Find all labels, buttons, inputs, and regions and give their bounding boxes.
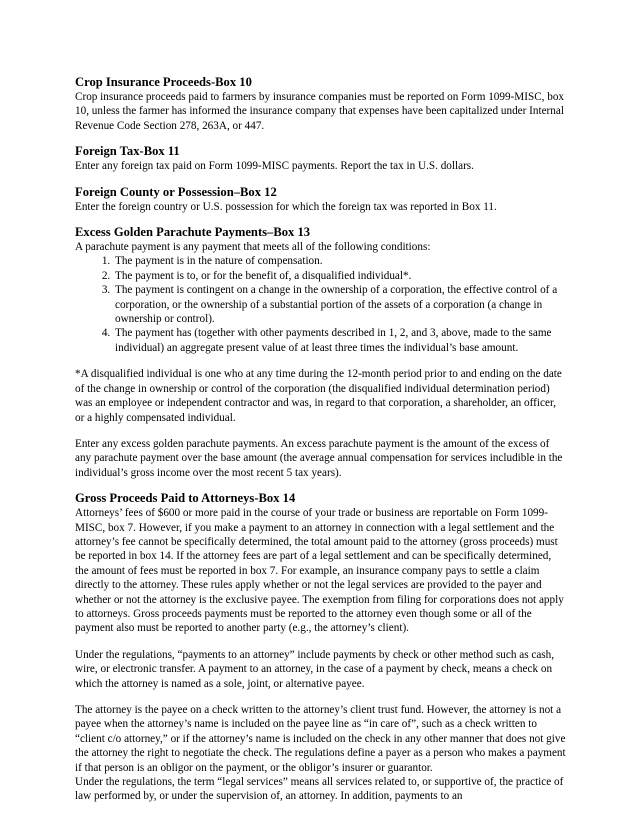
condition-item: 3. The payment is contingent on a change in the ownership of a corporation, the effective control of a corporation, or the ownership of a substantial portion of the assets of a corporation (a change in ownership or control). <box>113 283 567 326</box>
section-text: Enter any foreign tax paid on Form 1099-MISC payments. Report the tax in U.S. dollars. <box>75 160 474 173</box>
section-text: Crop insurance proceeds paid to farmers by insurance companies must be reported on Form 1099-MISC, box 10, unless the farmer has informed the insurance company that expenses have been capitalized under Internal Revenue Code Section 278, 263A, or 447. <box>75 91 565 132</box>
condition-item: 1. The payment is in the nature of compensation. <box>113 254 567 268</box>
condition-item: 2. The payment is to, or for the benefit of, a disqualified individual*. <box>113 269 567 283</box>
paragraph: Under the regulations, “payments to an attorney” include payments by check or other method such as cash, wire, or electronic transfer. A payment to an attorney, in the case of a payment by check, means a check on which the attorney is named as a sole, joint, or alternative payee. <box>75 648 555 690</box>
section-heading: Gross Proceeds Paid to Attorneys-Box 14 <box>75 491 296 506</box>
section-heading: Crop Insurance Proceeds-Box 10 <box>75 75 252 89</box>
section-heading: Foreign County or Possession–Box 12 <box>75 184 277 199</box>
section-intro: A parachute payment is any payment that meets all of the following conditions: <box>75 241 431 254</box>
conditions-list <box>75 254 567 355</box>
section-foreign-country <box>75 185 567 214</box>
section-heading: Excess Golden Parachute Payments–Box 13 <box>75 225 311 240</box>
section-heading: Foreign Tax-Box 11 <box>75 144 180 159</box>
excess-paragraph: Enter any excess golden parachute payments. An excess parachute payment is the amount of the excess of any parachute payment over the base amount (the average annual compensation for services includible in the individual’s gross income over the most recent 5 tax years). <box>75 437 563 479</box>
condition-item: 4. The payment has (together with other payments described in 1, 2, and 3, above, made to the same individual) an aggregate present value of at least three times the individual’s base amount. <box>113 326 567 355</box>
paragraph: The attorney is the payee on a check written to the attorney’s client trust fund. However, the attorney is not a payee when the attorney’s name is included on the payee line as “in care of”, such as a check written to “client c/o attorney,” or if the attorney’s name is included on the check in any other manner that does not give the attorney the right to negotiate the check. The regulations define a payer as a person who makes a payment if that person is an obligor on the payment, or the obligor’s insurer or guarantor. <box>75 704 566 774</box>
section-crop-insurance <box>75 75 567 133</box>
paragraph: Under the regulations, the term “legal services” means all services related to, or supportive of, the practice of law performed by, or under the supervision of, an attorney. In addition, payments to an <box>75 776 564 803</box>
section-attorneys <box>75 491 567 804</box>
paragraph: Attorneys’ fees of $600 or more paid in the course of your trade or business are reportable on Form 1099-MISC, box 7. However, if you make a payment to an attorney in connection with a legal settlement and the attorney’s fee cannot be specifically determined, the total amount paid to the attorney (gross proceeds) must be reported in box 14. If the attorney fees are part of a legal settlement and can be specifically determined, the amount of fees must be reported in box 7. For example, an insurance company pays to settle a claim directly to the attorney. These rules apply whether or not the legal services are provided to the payer and whether or not the attorney is the exclusive payee. The exemption from filing for corporations does not apply to attorneys. Gross proceeds payments must be reported to the attorney even though some or all of the payment also must be reported to another party (e.g., the attorney’s client). <box>75 507 564 635</box>
section-foreign-tax <box>75 144 567 173</box>
document-page <box>75 75 567 815</box>
section-golden-parachute <box>75 225 567 480</box>
footnote: *A disqualified individual is one who at any time during the 12-month period prior to and ending on the date of the change in ownership or control of the corporation (the disqualified individual determination period) was an employee or independent contractor and was, in regard to that corporation, a shareholder, an officer, or a highly compensated individual. <box>75 368 562 424</box>
section-text: Enter the foreign country or U.S. possession for which the foreign tax was reported in Box 11. <box>75 200 497 213</box>
